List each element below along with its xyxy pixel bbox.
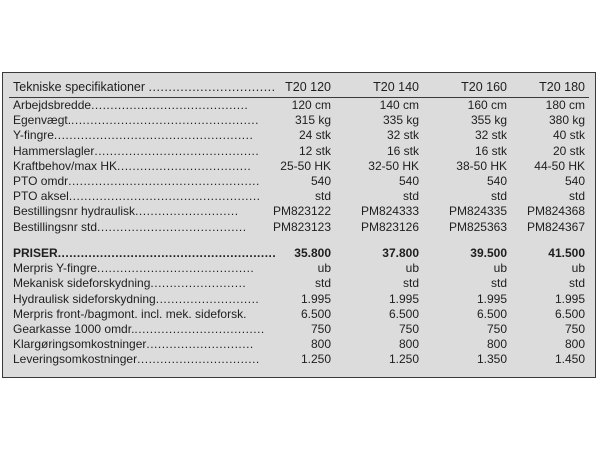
- row-label: Leveringsomkostninger................................: [13, 352, 260, 367]
- cell-value: 1.250: [300, 352, 331, 367]
- table-row: [13, 159, 585, 174]
- cell-value: 38-50 HK: [456, 158, 507, 173]
- cell-value: PM823126: [360, 219, 419, 234]
- cell-value: 1.995: [388, 291, 419, 306]
- model-header: T20 180: [539, 80, 585, 94]
- row-label: Merpris Y-fingre.........................................: [13, 261, 255, 276]
- row-label: Arbejdsbredde.........................................: [13, 98, 249, 112]
- cell-value: 40 stk: [552, 128, 585, 143]
- cell-value: 1.450: [554, 352, 585, 367]
- cell-value: 750: [564, 321, 585, 336]
- model-header: T20 140: [373, 80, 419, 94]
- cell-value: 750: [486, 321, 507, 336]
- cell-value: 800: [310, 337, 331, 352]
- cell-value: 6.500: [476, 306, 507, 321]
- cell-value: ub: [493, 261, 507, 276]
- cell-value: 1.250: [388, 352, 419, 367]
- cell-value: 1.995: [300, 291, 331, 306]
- cell-value: PM824368: [526, 204, 585, 219]
- cell-value: 540: [564, 173, 585, 188]
- table-row: [13, 113, 585, 128]
- table-row: [13, 307, 585, 322]
- cell-value: std: [314, 189, 331, 204]
- table-row: [13, 174, 585, 189]
- cell-value: std: [490, 189, 507, 204]
- row-label: Hammerslagler...........................................: [13, 143, 260, 158]
- cell-value: 800: [398, 337, 419, 352]
- cell-value: 1.350: [476, 352, 507, 367]
- cell-value: std: [568, 276, 585, 291]
- cell-value: 750: [398, 321, 419, 336]
- cell-value: 32 stk: [386, 128, 419, 143]
- table-row: [13, 337, 585, 352]
- spec-rows: [13, 98, 585, 235]
- table-row: [13, 189, 585, 204]
- cell-value: PM825363: [448, 219, 507, 234]
- cell-value: std: [314, 276, 331, 291]
- cell-value: 335 kg: [382, 113, 419, 128]
- base-price: 35.800: [294, 246, 331, 260]
- table-row: [13, 220, 585, 235]
- cell-value: ub: [317, 261, 331, 276]
- cell-value: 140 cm: [379, 98, 419, 112]
- table-row: [13, 261, 585, 276]
- cell-value: 12 stk: [298, 143, 331, 158]
- cell-value: 6.500: [300, 306, 331, 321]
- row-label: Hydraulisk sideforskydning...........................: [13, 291, 260, 306]
- cell-value: 540: [398, 173, 419, 188]
- cell-value: 6.500: [388, 306, 419, 321]
- row-label: Bestillingsnr std.......................................: [13, 219, 247, 234]
- cell-value: 44-50 HK: [534, 158, 585, 173]
- model-header: T20 120: [285, 80, 331, 94]
- row-label: Kraftbehov/max HK...................................: [13, 158, 252, 173]
- cell-value: PM824367: [526, 219, 585, 234]
- header-label: Tekniske specifikationer ................................: [13, 80, 276, 94]
- row-label: PTO omdr..................................................: [13, 173, 260, 188]
- cell-value: 540: [486, 173, 507, 188]
- table-row: [13, 204, 585, 219]
- cell-value: 1.995: [554, 291, 585, 306]
- cell-value: 160 cm: [467, 98, 507, 112]
- cell-value: ub: [405, 261, 419, 276]
- row-label: PTO aksel..................................................: [13, 189, 261, 204]
- cell-value: std: [490, 276, 507, 291]
- row-label: Gearkasse 1000 omdr...................................: [13, 321, 265, 336]
- table-row: [13, 352, 585, 367]
- cell-value: std: [402, 276, 419, 291]
- spec-table: [2, 72, 596, 378]
- cell-value: 800: [486, 337, 507, 352]
- cell-value: 800: [564, 337, 585, 352]
- base-price: 39.500: [470, 246, 507, 260]
- cell-value: 120 cm: [291, 98, 331, 112]
- table-row: [13, 98, 585, 113]
- cell-value: std: [402, 189, 419, 204]
- row-label: Y-fingre....................................................: [13, 128, 254, 143]
- cell-value: 16 stk: [474, 143, 507, 158]
- cell-value: 380 kg: [548, 113, 585, 128]
- table-row: [13, 322, 585, 337]
- row-label: Klargøringsomkostninger............................: [13, 337, 254, 352]
- cell-value: PM824333: [360, 204, 419, 219]
- table-row: [13, 144, 585, 159]
- cell-value: ub: [571, 261, 585, 276]
- cell-value: 6.500: [554, 306, 585, 321]
- cell-value: 1.995: [476, 291, 507, 306]
- table-header-row: [13, 78, 585, 97]
- row-label: Merpris front-/bagmont. incl. mek. sideforsk.: [13, 306, 247, 321]
- cell-value: 32 stk: [474, 128, 507, 143]
- row-label: Egenvægt..................................................: [13, 113, 259, 128]
- cell-value: PM824335: [448, 204, 507, 219]
- cell-value: PM823123: [272, 219, 331, 234]
- base-price: 37.800: [382, 246, 419, 260]
- cell-value: std: [568, 189, 585, 204]
- cell-value: 540: [310, 173, 331, 188]
- table-row: [13, 276, 585, 291]
- cell-value: 750: [310, 321, 331, 336]
- row-label: Mekanisk sideforskydning.........................: [13, 276, 247, 291]
- cell-value: 16 stk: [386, 143, 419, 158]
- cell-value: 180 cm: [545, 98, 585, 112]
- prices-label: PRISER.........................................................: [13, 246, 277, 260]
- cell-value: 20 stk: [552, 143, 585, 158]
- cell-value: PM823122: [272, 204, 331, 219]
- cell-value: 32-50 HK: [368, 158, 419, 173]
- model-header: T20 160: [461, 80, 507, 94]
- base-price: 41.500: [548, 246, 585, 260]
- row-label: Bestillingsnr hydraulisk...........................: [13, 204, 239, 219]
- prices-header-row: [13, 246, 585, 261]
- cell-value: 355 kg: [470, 113, 507, 128]
- cell-value: 315 kg: [294, 113, 331, 128]
- cell-value: 24 stk: [298, 128, 331, 143]
- price-rows: [13, 246, 585, 368]
- cell-value: 25-50 HK: [280, 158, 331, 173]
- table-row: [13, 292, 585, 307]
- table-row: [13, 128, 585, 143]
